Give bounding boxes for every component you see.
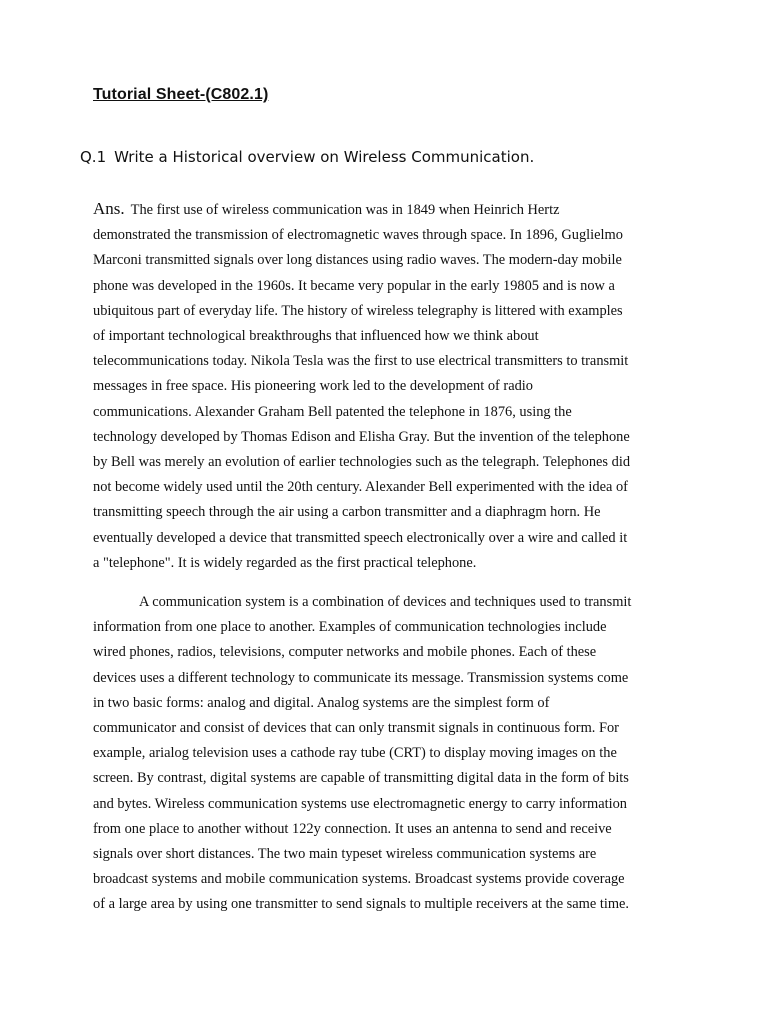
text-line: of a large area by using one transmitter to send signals to multiple receivers at the same time. [93, 896, 630, 913]
text-line: messages in free space. His pioneering work led to the development of radio [93, 378, 533, 395]
text-line: technology developed by Thomas Edison and Elisha Gray. But the invention of the telephone [93, 428, 630, 445]
text-line: example, arialog television uses a cathode ray tube (CRT) to display moving images on the [93, 745, 617, 762]
text-line: demonstrated the transmission of electromagnetic waves through space. In 1896, Guglielmo [93, 227, 623, 244]
text-line: telecommunications today. Nikola Tesla was the first to use electrical transmitters to transmit [93, 353, 629, 370]
text-line: communicator and consist of devices that can only transmit signals in continuous form. For [93, 720, 619, 737]
text-line: from one place to another without 122y connection. It uses an antenna to send and receive [93, 820, 612, 837]
text-line: wired phones, radios, televisions, computer networks and mobile phones. Each of these [93, 644, 597, 661]
question-text: Write a Historical overview on Wireless Communication. [114, 148, 535, 166]
question-heading [80, 148, 534, 166]
question-number: Q.1 [80, 148, 107, 166]
text-line: screen. By contrast, digital systems are capable of transmitting digital data in the form of bits [93, 770, 629, 787]
text-line: phone was developed in the 1960s. It became very popular in the early 19805 and is now a [93, 277, 615, 294]
text-line: ubiquitous part of everyday life. The history of wireless telegraphy is littered with examples [93, 302, 623, 319]
page-title: Tutorial Sheet-(C802.1) [93, 86, 269, 103]
text-line: transmitting speech through the air using a carbon transmitter and a diaphragm horn. He [93, 504, 601, 521]
text-line: a "telephone". It is widely regarded as the first practical telephone. [93, 554, 477, 571]
text-line: communications. Alexander Graham Bell patented the telephone in 1876, using the [93, 403, 572, 420]
answer-label: Ans. [93, 199, 125, 218]
text-line: devices uses a different technology to communicate its message. Transmission systems come [93, 669, 629, 686]
text-line: Marconi transmitted signals over long distances using radio waves. The modern-day mobile [93, 252, 622, 269]
text-line: and bytes. Wireless communication systems use electromagnetic energy to carry information [93, 795, 627, 812]
text-line: of important technological breakthroughs that influenced how we think about [93, 328, 539, 345]
answer-paragraph-2 [93, 590, 673, 918]
answer-paragraph-1 [93, 196, 673, 576]
text-line: by Bell was merely an evolution of earlier technologies such as the telegraph. Telephones did [93, 454, 631, 471]
text-line: information from one place to another. Examples of communication technologies include [93, 619, 607, 636]
text-line: A communication system is a combination of devices and techniques used to transmit [139, 594, 632, 610]
text-line: broadcast systems and mobile communication systems. Broadcast systems provide coverage [93, 871, 625, 888]
text-line: eventually developed a device that transmitted speech electronically over a wire and called it [93, 529, 628, 546]
text-line: not become widely used until the 20th century. Alexander Bell experimented with the idea of [93, 479, 628, 496]
text-line: signals over short distances. The two main typeset wireless communication systems are [93, 846, 597, 863]
text-line: in two basic forms: analog and digital. Analog systems are the simplest form of [93, 694, 550, 711]
text-line: Ans. The first use of wireless communication was in 1849 when Heinrich Hertz [93, 199, 560, 218]
